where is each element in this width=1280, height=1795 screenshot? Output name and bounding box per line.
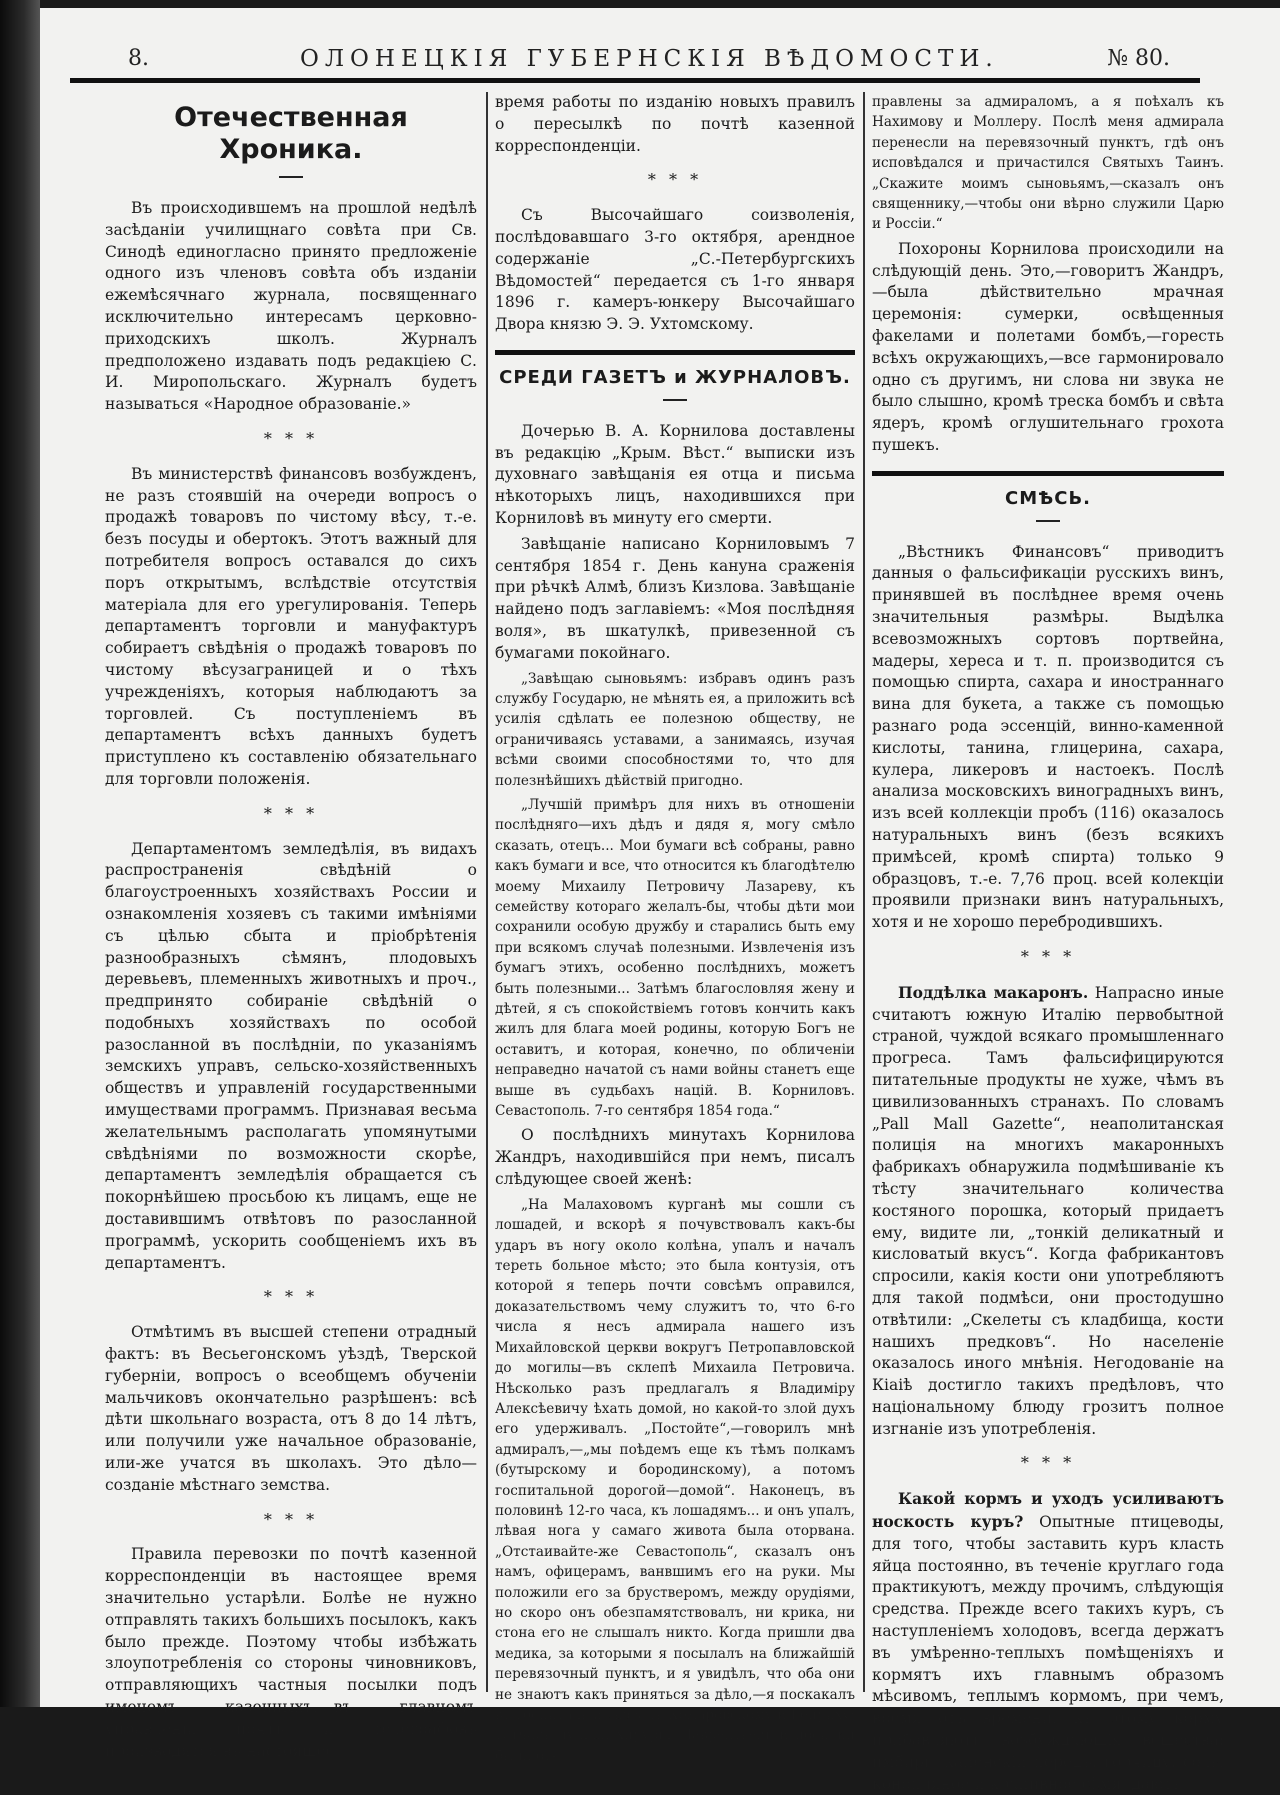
quoted-paragraph: „Завѣщаю сыновьямъ: избравъ одинъ разъ службу Государю, не мѣнять ея, а приложить всѣ усилія сдѣлать ее полезною обществу, не ограничиваясь уставами, а занимаясь, изучая всѣми своими способностями то, что для полезнѣйшихъ дѣйствій пригодно.	[495, 670, 855, 789]
section-heading-miscellany: СМѢСЬ.	[1004, 487, 1091, 509]
article-body: Опытные птицеводы, для того, чтобы заставить куръ класть яйца постоянно, въ теченіе круглаго года практикуютъ, между прочимъ, слѣдующія средства. Прежде всего такихъ куръ, съ наступленіемъ холодовъ, всегда держатъ въ умѣренно-теплыхъ помѣщеніяхъ и кормятъ ихъ главнымъ образомъ мѣсивомъ, теплымъ кормомъ, при чемъ, время отъ времени, къ этому корму прибавляютъ возбуждающія вещества: имбирь, кайенскій перецъ, горчицу, соль, конопляное и крапивное сѣмя, даютъ	[872, 1513, 1225, 1793]
section-separator-stars: * * *	[263, 1287, 319, 1307]
section-separator-stars: * * *	[1020, 946, 1076, 966]
section-separator-stars: * * *	[1020, 1453, 1076, 1473]
article-paragraph: Правила перевозки по почтѣ казенной корреспонденціи въ настоящее время значительно устарѣли. Болѣе не нужно отправлять такихъ большихъ посылокъ, какъ было прежде. Поэтому чтобы избѣжать злоупотребленія со стороны чиновниковъ, отправляющихъ частныя посылки подъ именемъ казенныхъ,—въ главномъ управленіи почтъ и телеграфовъ производятся въ настоящее	[105, 1545, 478, 1760]
section-heading-press-review: СРЕДИ ГАЗЕТЪ и ЖУРНАЛОВЪ.	[499, 366, 851, 388]
scan-dark-edge	[0, 0, 40, 1707]
article-paragraph: Въ происходившемъ на прошлой недѣлѣ засѣданіи училищнаго совѣта при Св. Синодѣ единогласно принято предложеніе одного изъ членовъ совѣта объ изданіи ежемѣсячнаго журнала, посвященнаго исключительно интересамъ церковно-приходскихъ школъ. Журналъ предположено издавать подъ редакціею С. И. Миропольскаго. Журналъ будетъ называться «Народное образованіе.»	[105, 199, 477, 414]
article-paragraph: Похороны Корнилова происходили на слѣдующій день. Это,—говоритъ Жандръ,—была дѣйствительно мрачная церемонія: сумерки, освѣщенныя факелами и полетами бомбъ,—горесть всѣхъ окружающихъ,—все гармонировало одно съ другимъ, ни слова ни звука не было слышно, кромѣ треска бомбъ и свѣта ядеръ, кромѣ оглушительнаго грохота пушекъ.	[872, 239, 1224, 455]
quoted-paragraph: „На Малаховомъ курганѣ мы сошли съ лошадей, и вскорѣ я почувствовалъ какъ-бы ударъ въ ногу около колѣна, упалъ и началъ тереть больное мѣсто; это была контузія, отъ которой я теперь почти совсѣмъ оправился, доказательствомъ чему служитъ то, что 6-го числа я несъ адмирала нашего изъ Михайловской церкви вокругъ Петропавловской до могилы—въ склепѣ Михаила Петровича. Нѣсколько разъ предлагалъ я Владиміру Алексѣевичу ѣхать домой, но какой-то злой духъ его удерживалъ. „Постойте“,—говорилъ мнѣ адмиралъ,—„мы поѣдемъ еще къ тѣмъ полкамъ (бутырскому и бородинскому), а потомъ госпитальной дорогой—домой“. Наконецъ, въ половинѣ 12-го часа, къ лошадямъ... и онъ упалъ, лѣвая нога у самаго живота была оторвана. „Отстаивайте-же Севастополь“, сказалъ онъ намъ, офицерамъ, ванвшимъ его на руки. Мы положили его за брустверомъ, между орудіями, но скоро онъ обезпамятствовалъ, ни крика, ни стона его не слышалъ никто. Когда пришли два медика, за которыми я посылалъ на ближайшій перевязочный пунктъ, и я увидѣлъ, что оба они не знаютъ какъ приняться за дѣло,—я поскакалъ въ госпиталь и сказалъ Комаровскому и Генриху; тотчасъ лучшій хирургъ Лаврентьевъ и носилки были от-	[495, 1196, 855, 1764]
issue-number: № 80.	[1107, 46, 1170, 71]
section-rule	[495, 350, 855, 355]
article-lead: Поддѣлка макаронъ.	[898, 982, 1089, 1002]
quoted-paragraph: „Лучшій примѣръ для нихъ въ отношеніи послѣдняго—ихъ дѣдъ и дядя я, могу смѣло сказать, отецъ... Мои бумаги всѣ собраны, равно какъ бумаги и все, что относится къ благодѣтелю моему Михаилу Петровичу Лазареву, къ семейству котораго желалъ-бы, чтобы дѣти мои сохранили особую дружбу и старались быть ему при всякомъ случаѣ полезными. Извлеченія изъ бумагъ этихъ, особенно послѣднихъ, можетъ быть полезными... Затѣмъ благословляя жену и дѣтей, я съ спокойствіемъ готовъ кончить какъ жилъ для блага моей родины, которую Богъ не оставитъ, и которая, конечно, по обличеніи неправедно начатой съ нами войны станетъ еще выше въ судьбахъ націй. В. Корниловъ. Севастополь. 7-го сентября 1854 года.“	[495, 796, 855, 1120]
heading-dash	[663, 399, 687, 401]
article-paragraph: О послѣднихъ минутахъ Корнилова Жандръ, находившійся при немъ, писалъ слѣдующее своей женѣ:	[495, 1126, 855, 1189]
column-divider-1	[486, 92, 488, 1692]
article-paragraph: Департаментомъ земледѣлія, въ видахъ распространенія свѣдѣній о благоустроенныхъ хозяйствахъ России и ознакомленія хозяевъ съ такими имѣніями съ цѣлью сбыта и пріобрѣтенія разнообразныхъ сѣмянъ, плодовыхъ деревьевъ, племенныхъ животныхъ и проч., предпринято собираніе свѣдѣній о подобныхъ хозяйствахъ по особой разосланной въ послѣдніи, по указаніямъ земскихъ управъ, сельско-хозяйственныхъ обществъ и управленій государственными имуществами программъ. Признавая весьма желательнымъ располагать упомянутыми свѣдѣніями по возможности скорѣе, департаментъ земледѣлія обращается съ покорнѣйшею просьбою къ лицамъ, еще не доставившимъ отвѣтовъ по разосланной программѣ, ускорить сообщеніемъ ихъ въ департаментъ.	[105, 839, 477, 1272]
article-paragraph: „Вѣстникъ Финансовъ“ приводитъ данныя о фальсификаціи русскихъ винъ, принявшей въ послѣднее время очень значительныя размѣры. Выдѣлка всевозможныхъ сортовъ портвейна, мадеры, хереса и т. п. производится съ помощью спирта, сахара и иностраннаго вина для букета, а также съ помощью разнаго рода эссенцій, винно-каменной кислоты, танина, глицерина, сахара, кулера, ликеровъ и настоекъ. Послѣ анализа московскихъ виноградныхъ винъ, изъ всей коллекціи пробъ (116) оказалось натуральныхъ винъ (безъ всякихъ примѣсей, кромѣ спирта) только 9 образцовъ, т.-е. 7,76 проц. всей колекціи проявили признаки винъ натуральныхъ, хотя и не хорошо перебродившихъ.	[872, 542, 1224, 932]
article-paragraph: Въ министерствѣ финансовъ возбужденъ, не разъ стоявшій на очереди вопросъ о продажѣ товаровъ по чистому вѣсу, т.-е. безъ посуды и обертокъ. Этотъ важный для потребителя вопросъ оставался до сихъ поръ открытымъ, вслѣдствіе отсутствія матеріала для его урегулированія. Теперь департаментъ торговли и мануфактуръ собираетъ свѣдѣнія о продажѣ товаровъ по чистому вѣсузаграницей и о тѣхъ учрежденіяхъ, которыя наблюдаютъ за торговлей. Съ поступленіемъ въ департаментъ всѣхъ данныхъ будетъ приступлено къ составленію обязательнаго для торговли положенія.	[105, 464, 477, 788]
column-2	[495, 92, 855, 1764]
section-separator-stars: * * *	[263, 428, 319, 448]
article-paragraph: Завѣщаніе написано Корниловымъ 7 сентября 1854 г. День кануна сраженія при рѣчкѣ Алмѣ, близъ Кизлова. Завѣщаніе найдено подъ заглавіемъ: «Моя послѣдняя воля», въ шкатулкѣ, привезенной съ бумагами покойнаго.	[495, 534, 855, 662]
masthead	[70, 42, 1200, 83]
heading-dash	[279, 176, 303, 178]
quoted-paragraph: правлены за адмираломъ, а я поѣхалъ къ Нахимову и Моллеру. Послѣ меня адмирала перенесли на перевязочный пунктъ, гдѣ онъ исповѣдался и причастился Святыхъ Таинъ. „Скажите моимъ сыновьямъ,—сказалъ онъ священнику,—чтобы они вѣрно служили Царю и Россіи.“	[872, 94, 1224, 233]
article-paragraph: время работы по изданію новыхъ правилъ о пересылкѣ по почтѣ казенной корреспонденціи.	[495, 93, 855, 155]
article-paragraph	[872, 982, 1224, 1441]
section-separator-stars: * * *	[263, 1509, 319, 1529]
section-rule	[872, 471, 1224, 476]
article-paragraph: Дочерью В. А. Корнилова доставлены въ редакцію „Крым. Вѣст.“ выписки изъ духовнаго завѣщанія ея отца и письма нѣкоторыхъ лицъ, находившихся при Корниловѣ въ минуту его смерти.	[495, 421, 855, 527]
section-separator-stars: * * *	[263, 803, 319, 823]
heading-dash	[1036, 520, 1060, 522]
newspaper-title: ОЛОНЕЦКІЯ ГУБЕРНСКІЯ ВѢДОМОСТИ.	[300, 46, 999, 72]
page-number: 8.	[128, 46, 149, 71]
column-3	[872, 92, 1225, 1793]
article-body: Напрасно иные считаютъ южную Италію первобытной страной, чуждой всякаго промышленнаго прогреса. Тамъ фальсифицируются питательные продукты не хуже, чѣмъ въ цивилизованныхъ странахъ. По словамъ „Pall Mall Gazette“, неаполитанская полиція на многихъ макаронныхъ фабрикахъ обнаружила подмѣшиваніе къ тѣсту значительнаго количества костяного порошка, который придаетъ ему, видите ли, „тонкій деликатный и кисловатый вкусъ“. Когда фабрикантовъ спросили, какія кости они употребляютъ для такой подмѣси, они простодушно отвѣтили: „Скелеты съ кладбища, кости нашихъ предковъ“. Но населеніе оказалось иного мнѣнія. Негодованіе на Кіаіѣ достигло такихъ предѣловъ, что національному блюду грозитъ полное изгнаніе изъ употребленія.	[872, 983, 1225, 1438]
article-paragraph: Отмѣтимъ въ высшей степени отрадный фактъ: въ Весьегонскомъ уѣздѣ, Тверской губерніи, вопросъ о всеобщемъ обученіи мальчиковъ окончательно разрѣшенъ: всѣ дѣти школьнаго возраста, отъ 8 до 14 лѣтъ, или получили уже начальное образованіе, или-же учатся въ школахъ. Это дѣло—созданіе мѣстнаго земства.	[105, 1323, 477, 1494]
section-separator-stars: * * *	[647, 170, 703, 190]
article-lead: Какой кормъ и уходъ усиливаютъ носкость куръ?	[872, 1489, 1224, 1532]
column-divider-2	[863, 92, 865, 1692]
article-paragraph	[872, 1488, 1224, 1795]
article-paragraph: Съ Высочайшаго соизволенія, послѣдовавшаго 3-го октября, арендное содержаніе „С.-Петербургскихъ Вѣдомостей“ передается съ 1-го января 1896 г. камеръ-юнкеру Высочайшаго Двора князю Э. Э. Ухтомскому.	[495, 206, 855, 334]
section-heading-domestic-chronicle: Отечественная Хроника.	[174, 102, 408, 165]
column-1	[105, 92, 478, 1760]
